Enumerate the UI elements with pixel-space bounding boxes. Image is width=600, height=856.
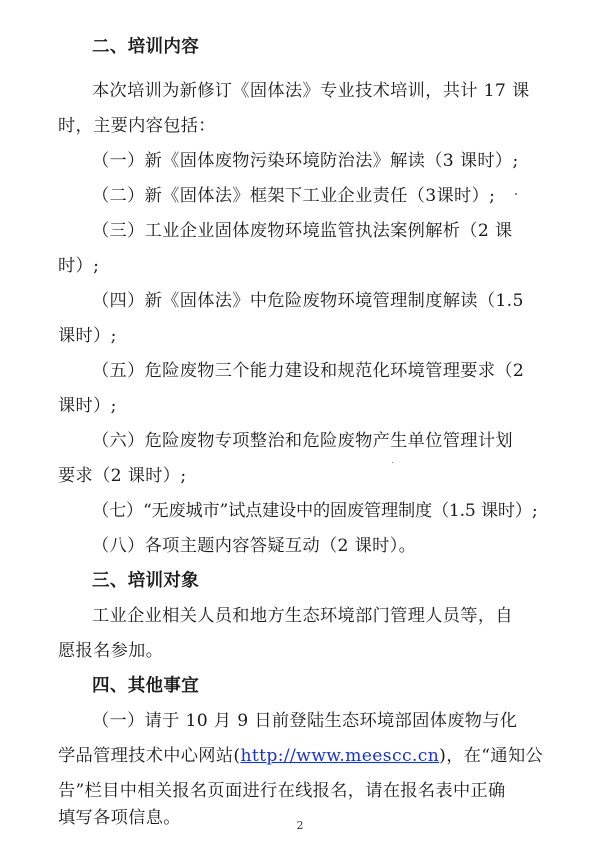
content-item-5-continued: 课时）; [58, 396, 117, 416]
content-item-4-continued: 课时）; [58, 326, 117, 346]
other-matters-item-1: （一）请于 10 月 9 日前登陆生态环境部固体废物与化 [92, 711, 518, 731]
content-item-5: （五）危险废物三个能力建设和规范化环境管理要求（2 [92, 361, 525, 381]
content-item-3: （三）工业企业固体废物环境监管执法案例解析（2 课 [92, 221, 513, 241]
content-item-7: （七）“无废城市”试点建设中的固废管理制度（1.5 课时）; [92, 501, 538, 521]
content-item-4: （四）新《固体法》中危险废物环境管理制度解读（1.5 [92, 291, 524, 311]
content-item-6-continued: 要求（2 课时）; [58, 466, 187, 486]
scan-speck [392, 462, 393, 463]
registration-text: 学品管理技术中心网站( [58, 746, 241, 766]
other-matters-item-1-line-2 [0, 744, 600, 768]
website-link[interactable]: http://www.meescc.cn [240, 746, 440, 766]
section-heading-training-audience: 三、培训对象 [92, 571, 200, 591]
content-item-2: （二）新《固体法》框架下工业企业责任（3课时）; [92, 186, 496, 206]
intro-paragraph-line: 本次培训为新修订《固体法》专业技术培训，共计 17 课 [92, 81, 530, 101]
content-item-6: （六）危险废物专项整治和危险废物产生单位管理计划 [92, 431, 513, 451]
other-matters-item-1-line-4: 填写各项信息。 [58, 808, 181, 828]
content-item-3-continued: 时）; [58, 256, 100, 276]
audience-paragraph-line: 工业企业相关人员和地方生态环境部门管理人员等，自 [92, 606, 513, 626]
content-item-8: （八）各项主题内容答疑互动（2 课时）。 [92, 536, 417, 556]
page-number: 2 [296, 819, 304, 832]
section-heading-training-content: 二、培训内容 [92, 37, 200, 57]
section-heading-other-matters: 四、其他事宜 [92, 676, 200, 696]
content-item-1: （一）新《固体废物污染环境防治法》解读（3 课时）; [92, 151, 519, 171]
scan-speck [515, 193, 517, 195]
other-matters-item-1-line-3: 告”栏目中相关报名页面进行在线报名，请在报名表中正确 [58, 781, 506, 801]
audience-paragraph-line: 愿报名参加。 [58, 641, 164, 661]
intro-paragraph-line: 时，主要内容包括： [58, 116, 216, 136]
registration-text: )，在“通知公 [439, 746, 544, 766]
